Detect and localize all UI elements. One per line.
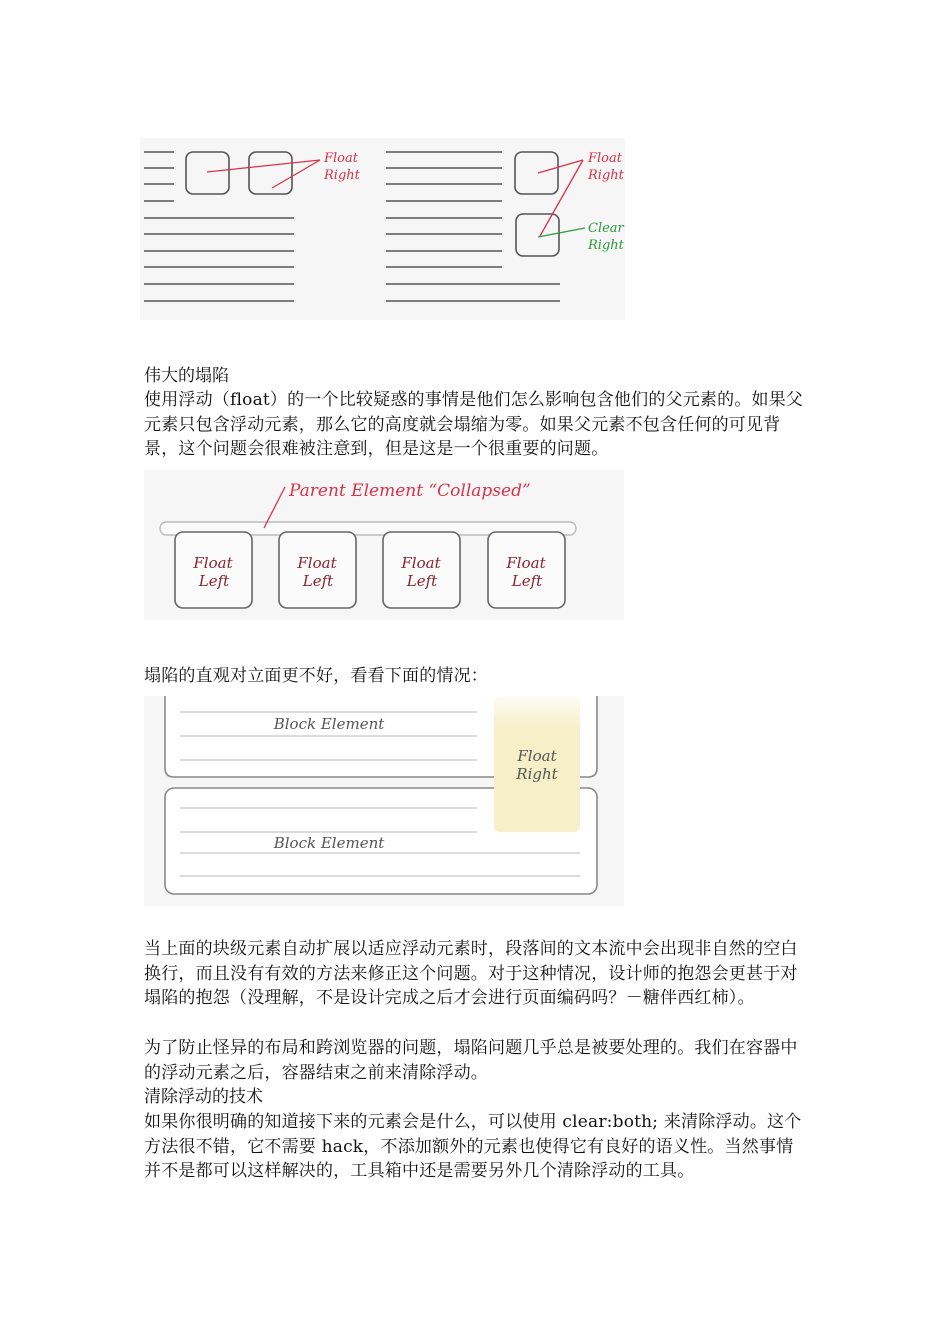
float-right-label-1: Float xyxy=(324,151,358,166)
block-element-label-1: Block Element xyxy=(273,715,385,733)
collapsed-caption: Parent Element “Collapsed” xyxy=(289,481,531,501)
paragraph-3: 当上面的块级元素自动扩展以适应浮动元素时，段落间的文本流中会出现非自然的空白换行，而且没有有效的方法来修正这个问题。对于这种情况，设计师的抱怨会更甚于对塌陷的抱怨（没理解，不是设计完成之后才会进行页面编码吗？－糖伴西红柿）。 xyxy=(144,939,798,1008)
paragraph-5: 如果你很明确的知道接下来的元素会是什么，可以使用 clear:both; 来清除浮动。这个方法很不错，它不需要 hack，不添加额外的元素也使得它有良好的语义性。当然事情并不是都可以这样解决的，工具箱中还是需要另外几个清除浮动的工具。 xyxy=(144,1112,802,1181)
float-right-label-4: Right xyxy=(588,168,624,183)
float-right-block-label-2: Right xyxy=(516,765,558,783)
clear-right-label-2: Right xyxy=(588,238,624,253)
float-clear-diagram xyxy=(140,138,625,320)
section-title-collapse: 伟大的塌陷 xyxy=(144,366,229,386)
float-right-label-2: Right xyxy=(324,168,360,183)
float-left-label: Float xyxy=(506,554,546,572)
float-right-label-3: Float xyxy=(588,151,622,166)
paragraph-2: 塌陷的直观对立面更不好，看看下面的情况： xyxy=(144,666,488,686)
block-float-diagram xyxy=(144,696,624,906)
float-left-label: Left xyxy=(198,572,230,590)
float-left-label: Float xyxy=(193,554,233,572)
collapsed-parent-diagram xyxy=(144,470,624,620)
float-left-label: Float xyxy=(401,554,441,572)
paragraph-1: 使用浮动（float）的一个比较疑惑的事情是他们怎么影响包含他们的父元素的。如果父元素只包含浮动元素，那么它的高度就会塌缩为零。如果父元素不包含任何的可见背景，这个问题会很难被注意到，但是这是一个很重要的问题。 xyxy=(144,390,804,459)
float-left-label: Left xyxy=(406,572,438,590)
float-left-label: Left xyxy=(302,572,334,590)
float-right-block-label-1: Float xyxy=(517,747,557,765)
paragraph-4: 为了防止怪异的布局和跨浏览器的问题，塌陷问题几乎总是被要处理的。我们在容器中的浮动元素之后，容器结束之前来清除浮动。 xyxy=(144,1038,798,1083)
float-left-label: Left xyxy=(511,572,543,590)
float-left-label: Float xyxy=(297,554,337,572)
section-title-clearing: 清除浮动的技术 xyxy=(144,1087,263,1107)
block-element-label-2: Block Element xyxy=(273,834,385,852)
clear-right-label-1: Clear xyxy=(588,221,624,236)
